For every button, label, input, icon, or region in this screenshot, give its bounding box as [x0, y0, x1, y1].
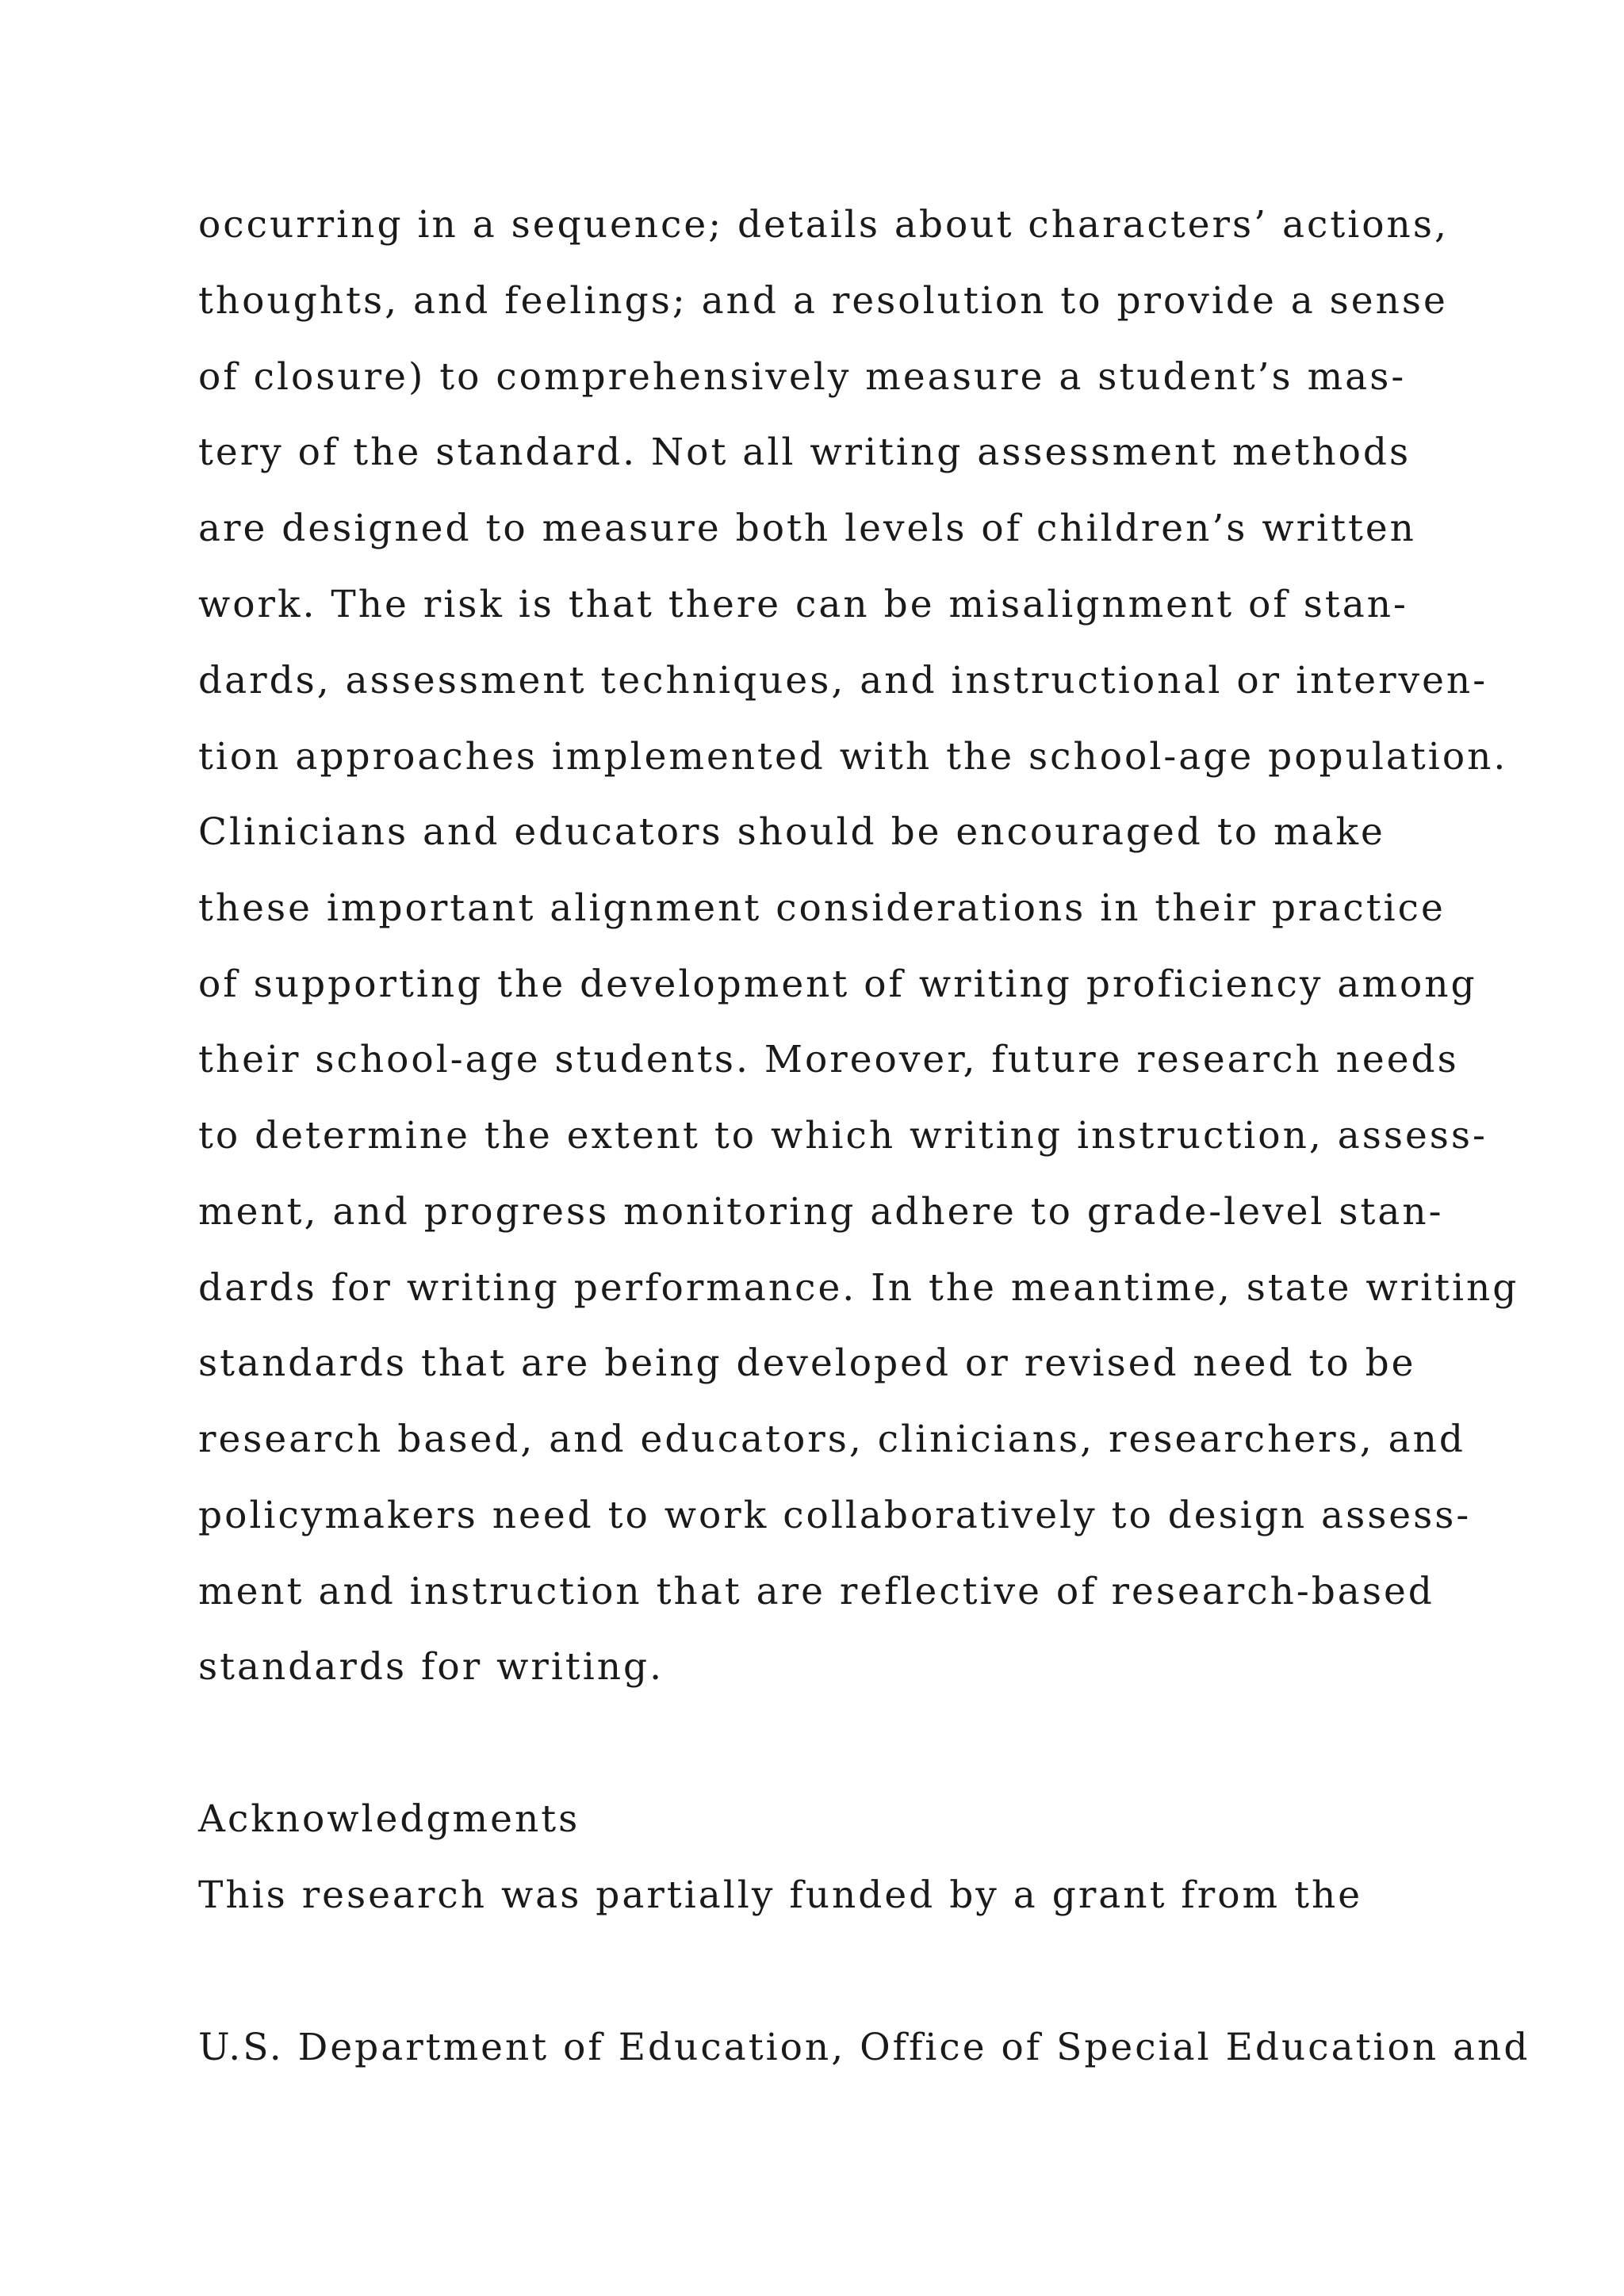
body-text-line: ment and instruction that are reflective of research-based [198, 1570, 1434, 1613]
body-text-line: of supporting the development of writing proficiency among [198, 962, 1477, 1006]
body-text-line: policymakers need to work collaboratively to design assess- [198, 1494, 1472, 1537]
body-text-line: these important alignment considerations in their practice [198, 886, 1446, 930]
body-text-line: ment, and progress monitoring adhere to grade-level stan- [198, 1190, 1444, 1234]
body-text-line: their school-age students. Moreover, future research needs [198, 1038, 1459, 1081]
body-text-line: thoughts, and feelings; and a resolution to provide a sense [198, 279, 1448, 323]
body-text-line: work. The risk is that there can be misalignment of stan- [198, 583, 1408, 626]
body-text-line: tery of the standard. Not all writing assessment methods [198, 430, 1411, 474]
acknowledgments-heading: Acknowledgments [198, 1797, 580, 1841]
body-text-line: are designed to measure both levels of children’s written [198, 507, 1416, 550]
body-text-line: of closure) to comprehensively measure a student’s mas- [198, 355, 1407, 399]
acknowledgments-text: U.S. Department of Education, Office of Special Education and [198, 2026, 1530, 2069]
body-text-line: occurring in a sequence; details about characters’ actions, [198, 203, 1449, 247]
body-text-line: to determine the extent to which writing instruction, assess- [198, 1114, 1488, 1158]
body-text-line: dards, assessment techniques, and instructional or interven- [198, 659, 1488, 702]
acknowledgments-text: This research was partially funded by a grant from the [198, 1873, 1363, 1917]
body-text-line: standards for writing. [198, 1645, 665, 1689]
body-text-line: standards that are being developed or revised need to be [198, 1341, 1416, 1385]
body-text-line: tion approaches implemented with the school-age population. [198, 735, 1508, 779]
body-text-line: research based, and educators, clinicians, researchers, and [198, 1418, 1466, 1461]
body-text-line: dards for writing performance. In the meantime, state writing [198, 1266, 1519, 1310]
body-text-line: Clinicians and educators should be encouraged to make [198, 810, 1385, 854]
